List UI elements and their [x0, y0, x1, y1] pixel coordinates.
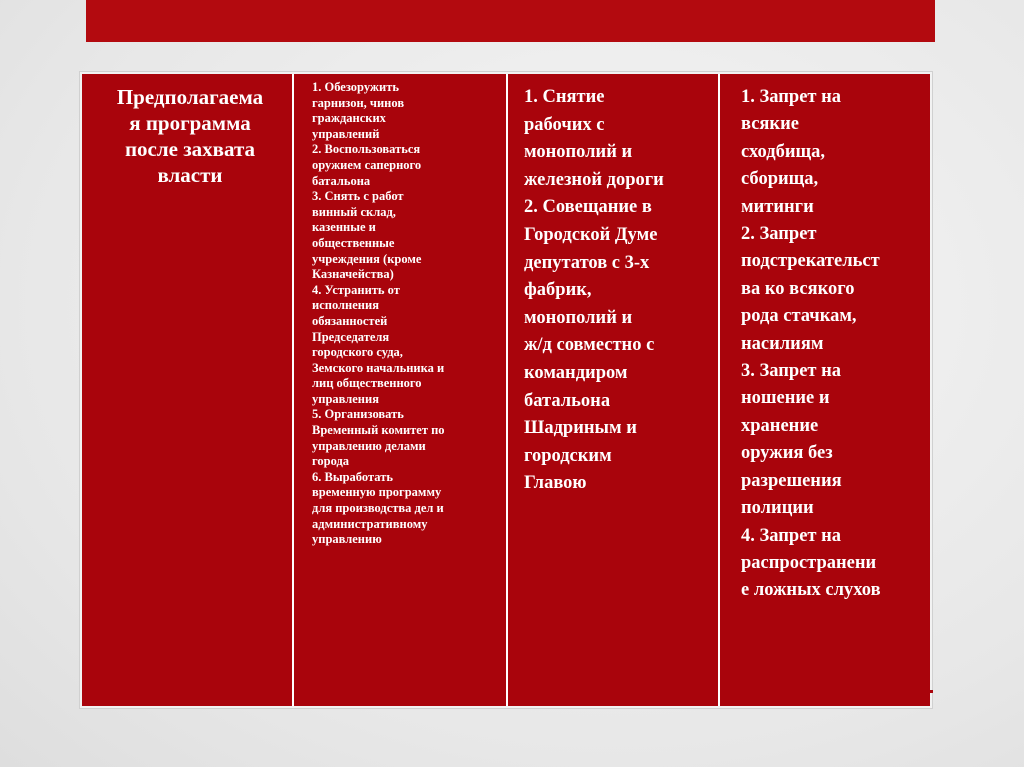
text-line: гражданских [312, 111, 386, 126]
text-line: общественные [312, 235, 395, 250]
text-line: е ложных слухов [741, 580, 881, 601]
text-line: подстрекательст [741, 251, 880, 272]
column-actions-list [294, 74, 508, 706]
text-line: хранение [741, 415, 819, 436]
decorative-dot [930, 690, 933, 693]
column-measures-list [508, 74, 720, 706]
text-line: батальона [524, 390, 611, 411]
text-line: управления [312, 391, 379, 406]
text-line: командиром [524, 362, 628, 383]
measures-lines [524, 84, 710, 498]
text-line: 1. Обезоружить [312, 80, 399, 94]
text-line: административному [312, 516, 428, 531]
text-line: рода стачкам, [741, 306, 857, 327]
text-line: гарнизон, чинов [312, 95, 405, 110]
text-line: временную программу [312, 485, 442, 500]
text-line: 5. Организовать [312, 407, 404, 422]
text-line: полиции [741, 498, 814, 519]
text-line: 2. Запрет [741, 224, 817, 245]
text-line: сходбища, [741, 141, 825, 162]
text-line: Предполагаема [116, 85, 264, 109]
title-bar [86, 0, 935, 42]
text-line: я программа [129, 111, 251, 135]
text-line: ношение и [741, 388, 830, 409]
text-line: Городской Думе [524, 224, 658, 245]
text-line: управлений [312, 126, 380, 141]
text-line: 3. Запрет на [741, 361, 842, 382]
text-line: митинги [741, 196, 814, 217]
text-line: Председателя [312, 329, 390, 344]
actions-lines [312, 80, 500, 548]
text-line: городским [524, 445, 612, 466]
text-line: для производства дел и [312, 501, 444, 516]
text-line: 1. Запрет на [741, 87, 842, 107]
text-line: 1. Снятие [524, 87, 605, 107]
text-line: всякие [741, 114, 799, 135]
text-line: 4. Запрет на [741, 525, 842, 546]
text-line: после захвата [124, 137, 256, 161]
column-program-heading [82, 74, 294, 706]
text-line: Земского начальника и [312, 360, 445, 375]
text-line: лиц общественного [312, 376, 422, 391]
text-line: монополий и [524, 142, 633, 163]
text-line: железной дороги [524, 169, 664, 190]
text-line: 2. Воспользоваться [312, 142, 421, 157]
text-line: оружием саперного [312, 157, 422, 172]
text-line: обязанностей [312, 313, 388, 328]
column-prohibitions-list [720, 74, 930, 706]
text-line: 4. Устранить от [312, 282, 400, 297]
text-line: винный склад, [312, 204, 396, 219]
program-heading-lines [96, 84, 284, 188]
text-line: ж/д совместно с [524, 335, 655, 356]
text-line: монополий и [524, 307, 633, 328]
text-line: Временный комитет по [312, 423, 445, 438]
text-line: Главою [524, 473, 587, 494]
text-line: депутатов с 3-х [524, 252, 650, 273]
text-line: учреждения (кроме [312, 251, 422, 266]
text-line: ва ко всякого [741, 278, 855, 299]
text-line: управлению делами [312, 438, 426, 453]
text-line: управлению [312, 532, 382, 547]
text-line: 2. Совещание в [524, 197, 652, 218]
text-line: рабочих с [524, 114, 605, 135]
text-line: казенные и [312, 220, 376, 235]
text-line: исполнения [312, 298, 379, 313]
text-line: распространени [741, 552, 877, 573]
text-line: 6. Выработать [312, 469, 393, 484]
text-line: власти [157, 163, 223, 187]
text-line: городского суда, [312, 345, 403, 360]
text-line: Казначейства) [312, 267, 394, 282]
content-table [80, 72, 932, 708]
text-line: 3. Снять с работ [312, 189, 404, 204]
text-line: батальона [312, 173, 371, 188]
text-line: разрешения [741, 470, 842, 491]
text-line: оружия без [741, 443, 833, 464]
text-line: насилиям [741, 333, 824, 354]
text-line: города [312, 454, 350, 469]
text-line: Шадриным и [524, 418, 637, 439]
text-line: сборища, [741, 169, 819, 190]
prohibitions-lines [741, 84, 922, 605]
text-line: фабрик, [524, 280, 592, 301]
